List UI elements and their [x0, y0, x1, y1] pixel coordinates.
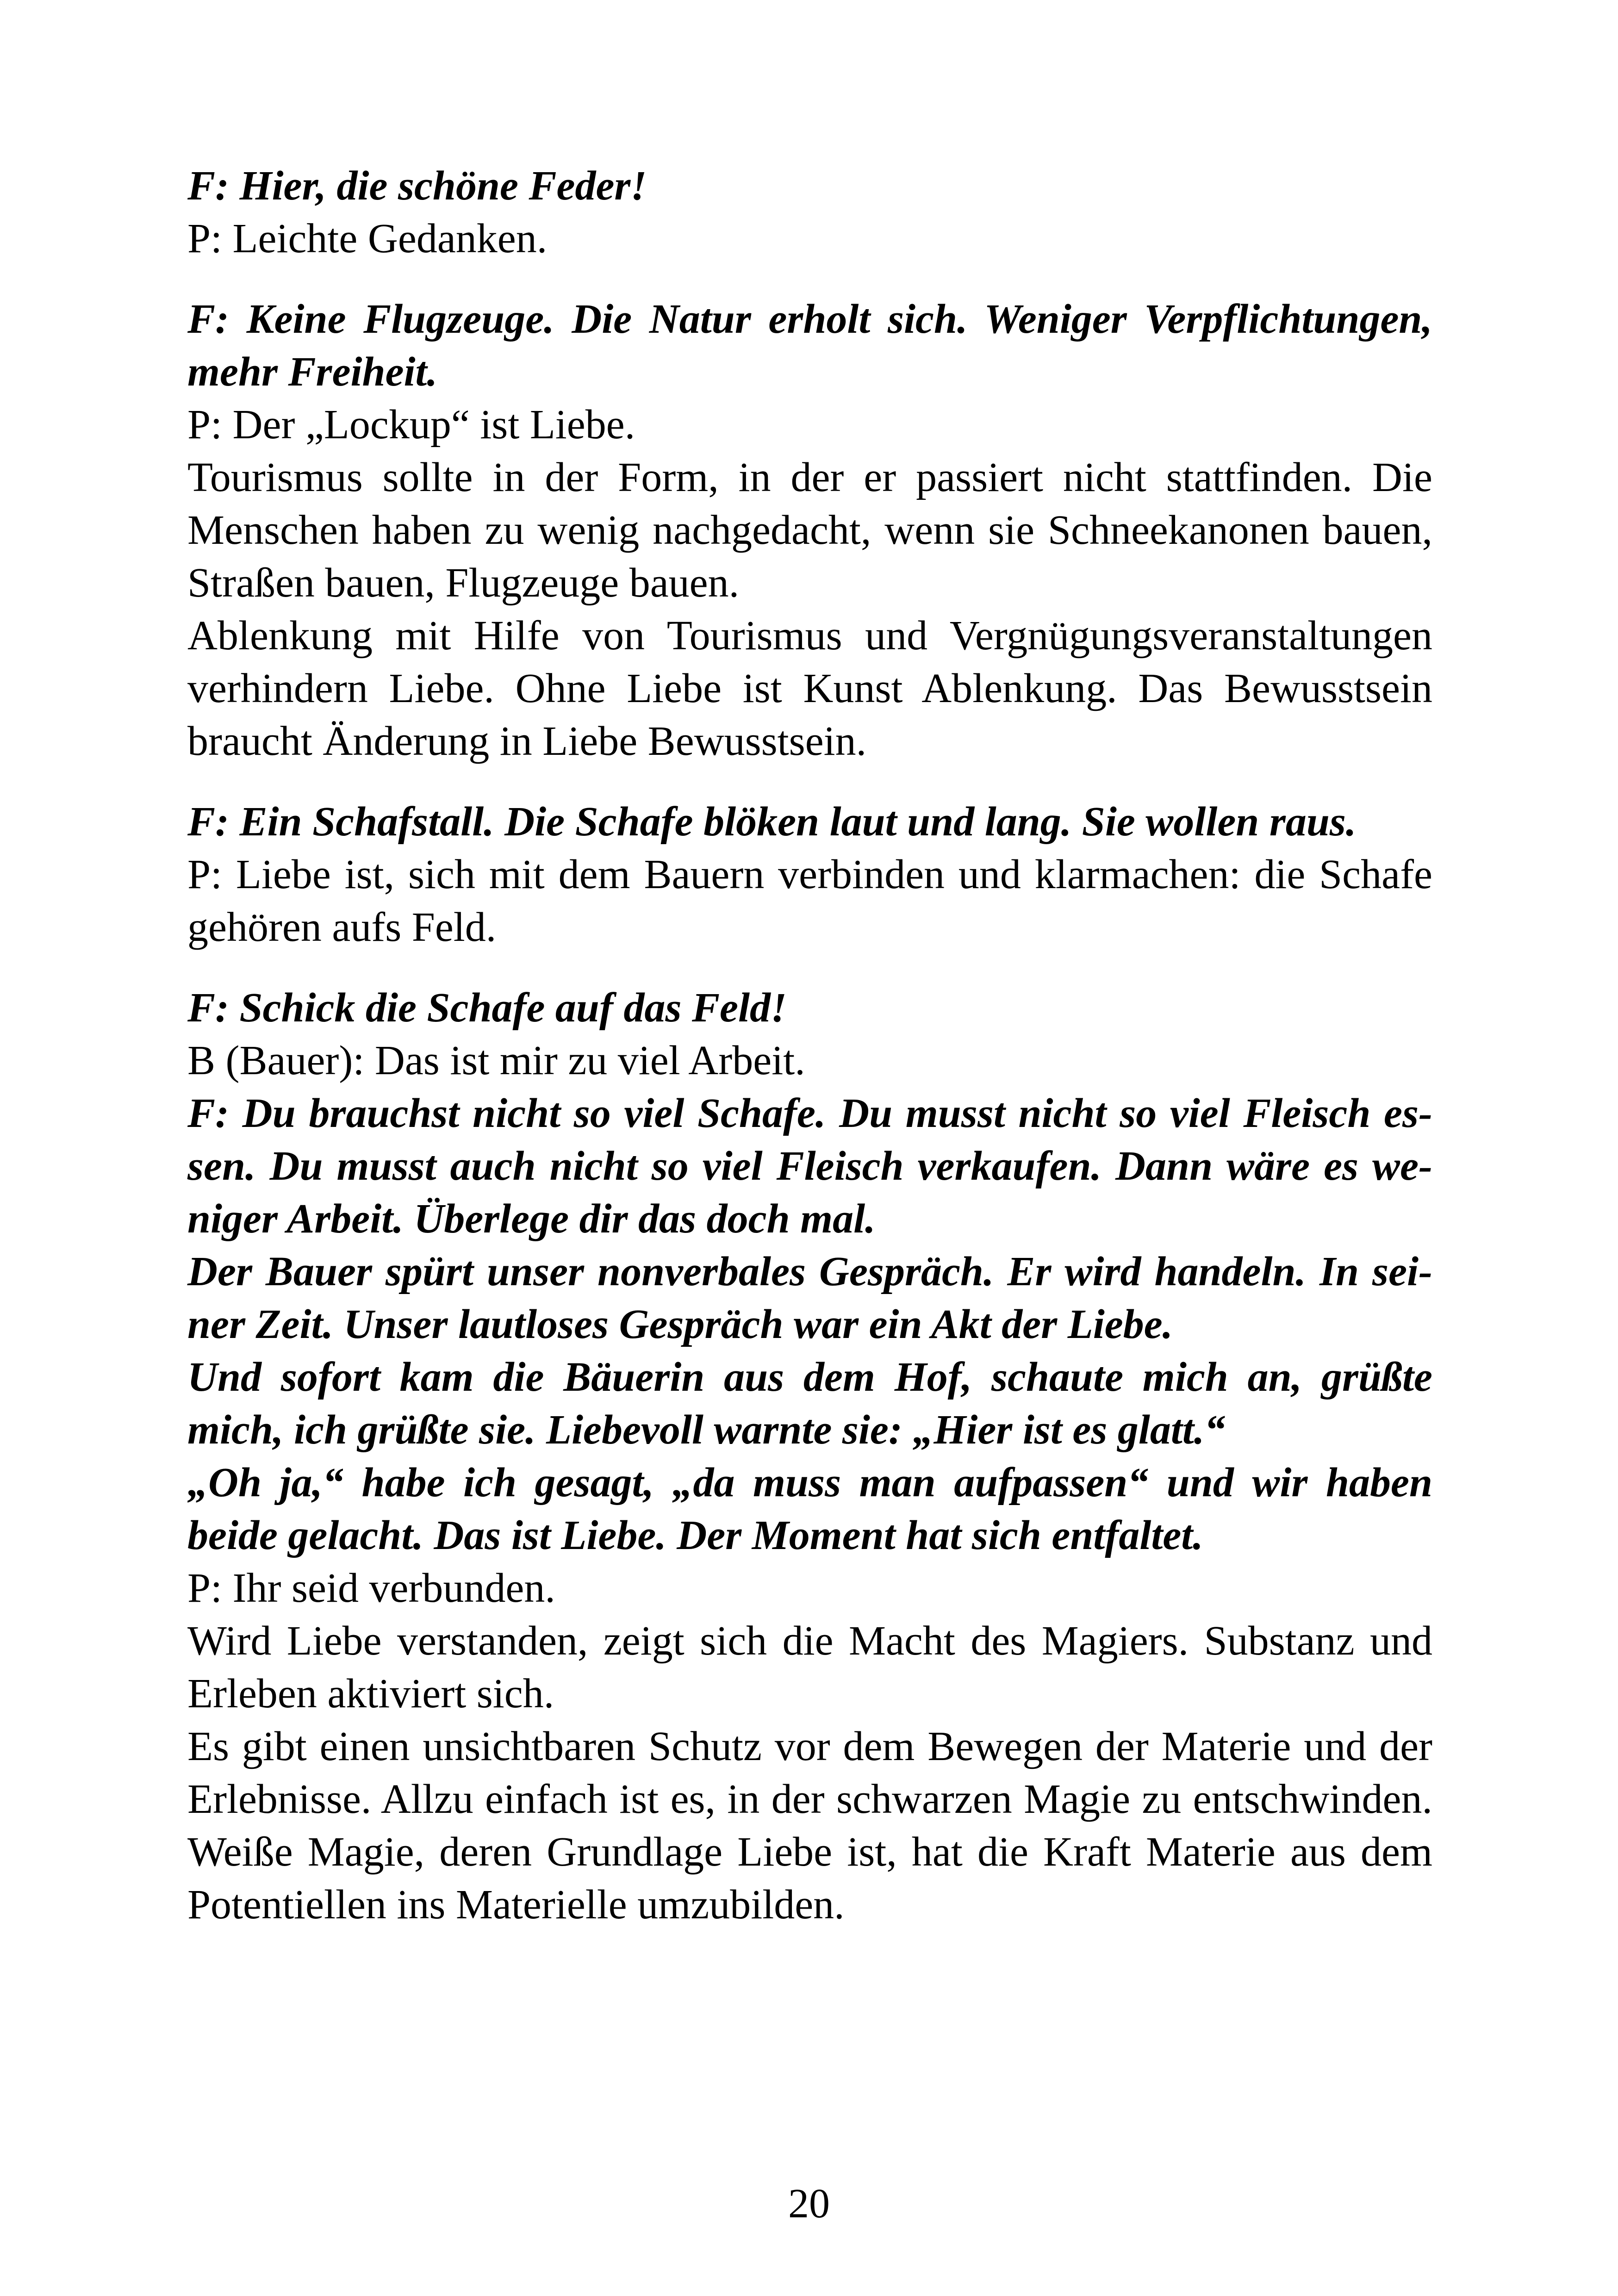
paragraph: Der Bauer spürt unser nonverbales Gespräch. Er wird handeln. In seiner Zeit. Unser lautloses Gespräch war ein Akt der Liebe.	[187, 1249, 1432, 1347]
paragraph: Wird Liebe verstanden, zeigt sich die Macht des Magiers. Substanz und Erleben aktiviert sich.	[187, 1618, 1432, 1717]
paragraph: B (Bauer): Das ist mir zu viel Arbeit.	[187, 1038, 805, 1083]
paragraph: P: Ihr seid verbunden.	[187, 1565, 555, 1611]
page-number: 20	[788, 2181, 830, 2227]
paragraph: F: Ein Schafstall. Die Schafe blöken laut und lang. Sie wollen raus.	[187, 799, 1357, 845]
paragraph: P: Leichte Gedanken.	[187, 216, 548, 261]
paragraph: Ablenkung mit Hilfe von Tourismus und Vergnügungsveranstaltungen verhindern Liebe. Ohne Liebe ist Kunst Ablenkung. Das Bewusstsein braucht Änderung in Liebe Bewusstsein.	[187, 613, 1432, 764]
paragraph: Tourismus sollte in der Form, in der er passiert nicht stattfinden. Die Menschen haben zu wenig nachgedacht, wenn sie Schneekanonen bauen, Straßen bauen, Flugzeuge bauen.	[187, 454, 1432, 606]
paragraph: Und sofort kam die Bäuerin aus dem Hof, schaute mich an, grüßte mich, ich grüßte sie. Liebevoll warnte sie: „Hier ist es glatt.“	[187, 1354, 1432, 1453]
paragraph: P: Der „Lockup“ ist Liebe.	[187, 402, 635, 448]
paragraph: F: Hier, die schöne Feder!	[187, 163, 647, 209]
paragraph: Es gibt einen unsichtbaren Schutz vor dem Bewegen der Materie und der Erlebnisse. Allzu einfach ist es, in der schwarzen Magie zu entschwinden. Weiße Magie, deren Grundlage Liebe ist, hat die Kraft Materie aus dem Potentiellen ins Materielle umzubilden.	[187, 1724, 1432, 1928]
paragraph: F: Du brauchst nicht so viel Schafe. Du musst nicht so viel Fleisch essen. Du musst auch nicht so viel Fleisch verkaufen. Dann wäre es weniger Arbeit. Überlege dir das doch mal.	[187, 1090, 1432, 1242]
paragraph: P: Liebe ist, sich mit dem Bauern verbinden und klarmachen: die Schafe gehören aufs Feld.	[187, 852, 1432, 950]
body-text	[187, 160, 1432, 1931]
paragraph: „Oh ja,“ habe ich gesagt, „da muss man aufpassen“ und wir haben beide gelacht. Das ist Liebe. Der Moment hat sich entfaltet.	[187, 1460, 1432, 1558]
paragraph: F: Keine Flugzeuge. Die Natur erholt sich. Weniger Verpflichtungen, mehr Freiheit.	[187, 296, 1432, 395]
paragraph: F: Schick die Schafe auf das Feld!	[187, 985, 787, 1031]
